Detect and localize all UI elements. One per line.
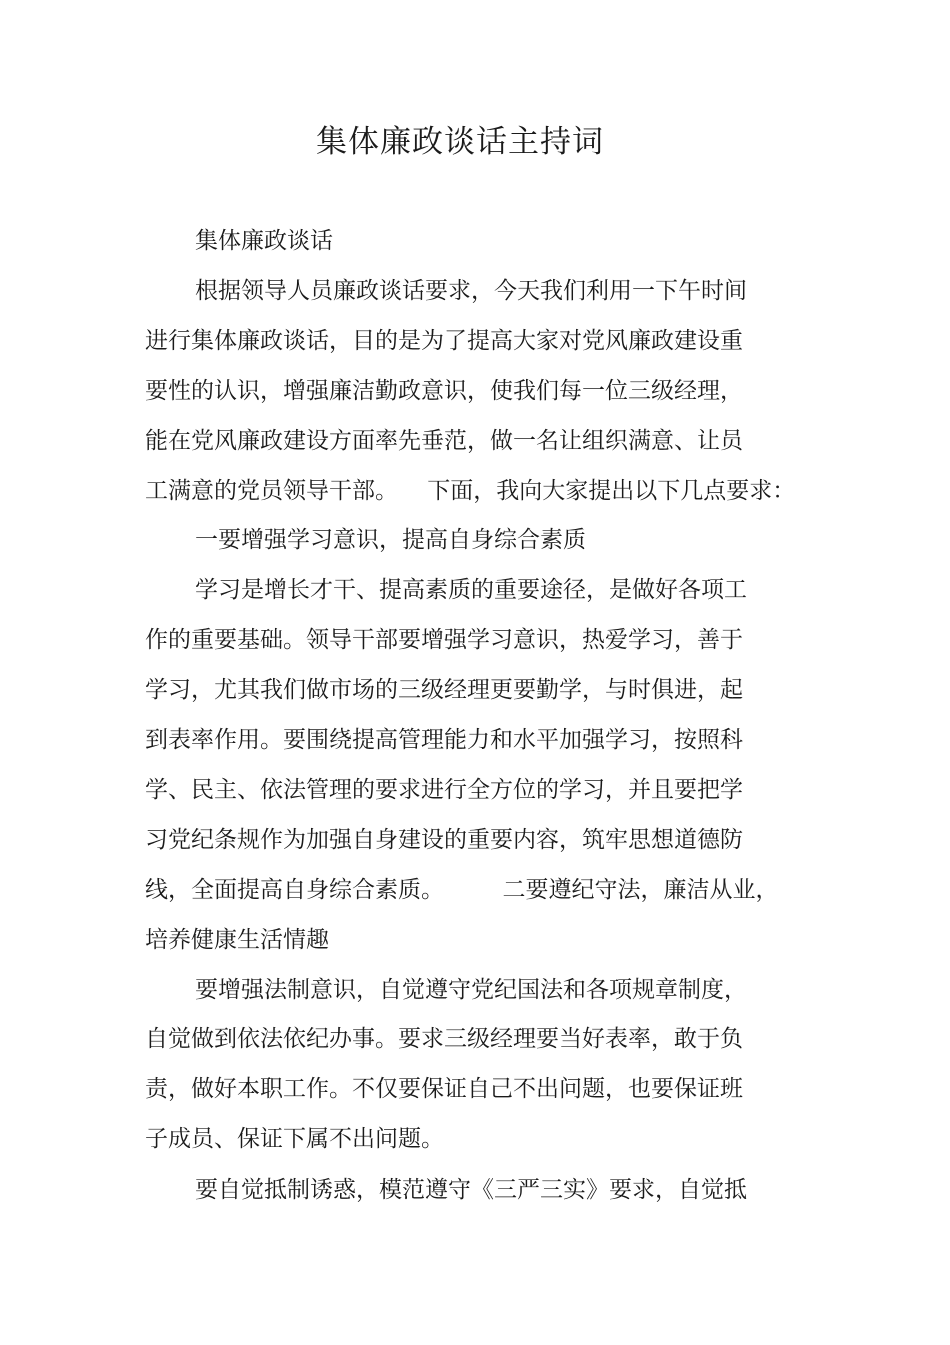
text-line: 学习，尤其我们做市场的三级经理更要勤学，与时俱进，起 bbox=[145, 677, 743, 703]
text-line: 线，全面提高自身综合素质。 二要遵纪守法，廉洁从业， bbox=[145, 877, 779, 903]
text-line: 学习是增长才干、提高素质的重要途径，是做好各项工 bbox=[195, 577, 747, 603]
text-line: 子成员、保证下属不出问题。 bbox=[145, 1126, 444, 1152]
text-line: 一要增强学习意识，提高自身综合素质 bbox=[195, 527, 586, 553]
text-line: 自觉做到依法依纪办事。要求三级经理要当好表率，敢于负 bbox=[145, 1026, 743, 1052]
text-line: 作的重要基础。领导干部要增强学习意识，热爱学习，善于 bbox=[145, 627, 743, 653]
text-line: 要增强法制意识，自觉遵守党纪国法和各项规章制度， bbox=[195, 977, 747, 1003]
text-line: 学、民主、依法管理的要求进行全方位的学习，并且要把学 bbox=[145, 777, 743, 803]
text-line: 工满意的党员领导干部。 下面，我向大家提出以下几点要求： bbox=[145, 478, 796, 504]
text-line: 要性的认识，增强廉洁勤政意识，使我们每一位三级经理， bbox=[145, 378, 743, 404]
text-line: 进行集体廉政谈话，目的是为了提高大家对党风廉政建设重 bbox=[145, 328, 743, 354]
text-line: 要自觉抵制诱惑，模范遵守《三严三实》要求，自觉抵 bbox=[195, 1177, 747, 1203]
text-line: 能在党风廉政建设方面率先垂范，做一名让组织满意、让员 bbox=[145, 428, 743, 454]
text-line: 根据领导人员廉政谈话要求，今天我们利用一下午时间 bbox=[195, 278, 747, 304]
text-line: 习党纪条规作为加强自身建设的重要内容，筑牢思想道德防 bbox=[145, 827, 743, 853]
text-line: 责，做好本职工作。不仅要保证自己不出问题，也要保证班 bbox=[145, 1076, 743, 1102]
document-title: 集体廉政谈话主持词 bbox=[316, 124, 604, 160]
text-line: 集体廉政谈话 bbox=[195, 228, 333, 254]
text-line: 到表率作用。要围绕提高管理能力和水平加强学习，按照科 bbox=[145, 727, 743, 753]
text-line: 培养健康生活情趣 bbox=[145, 927, 329, 953]
